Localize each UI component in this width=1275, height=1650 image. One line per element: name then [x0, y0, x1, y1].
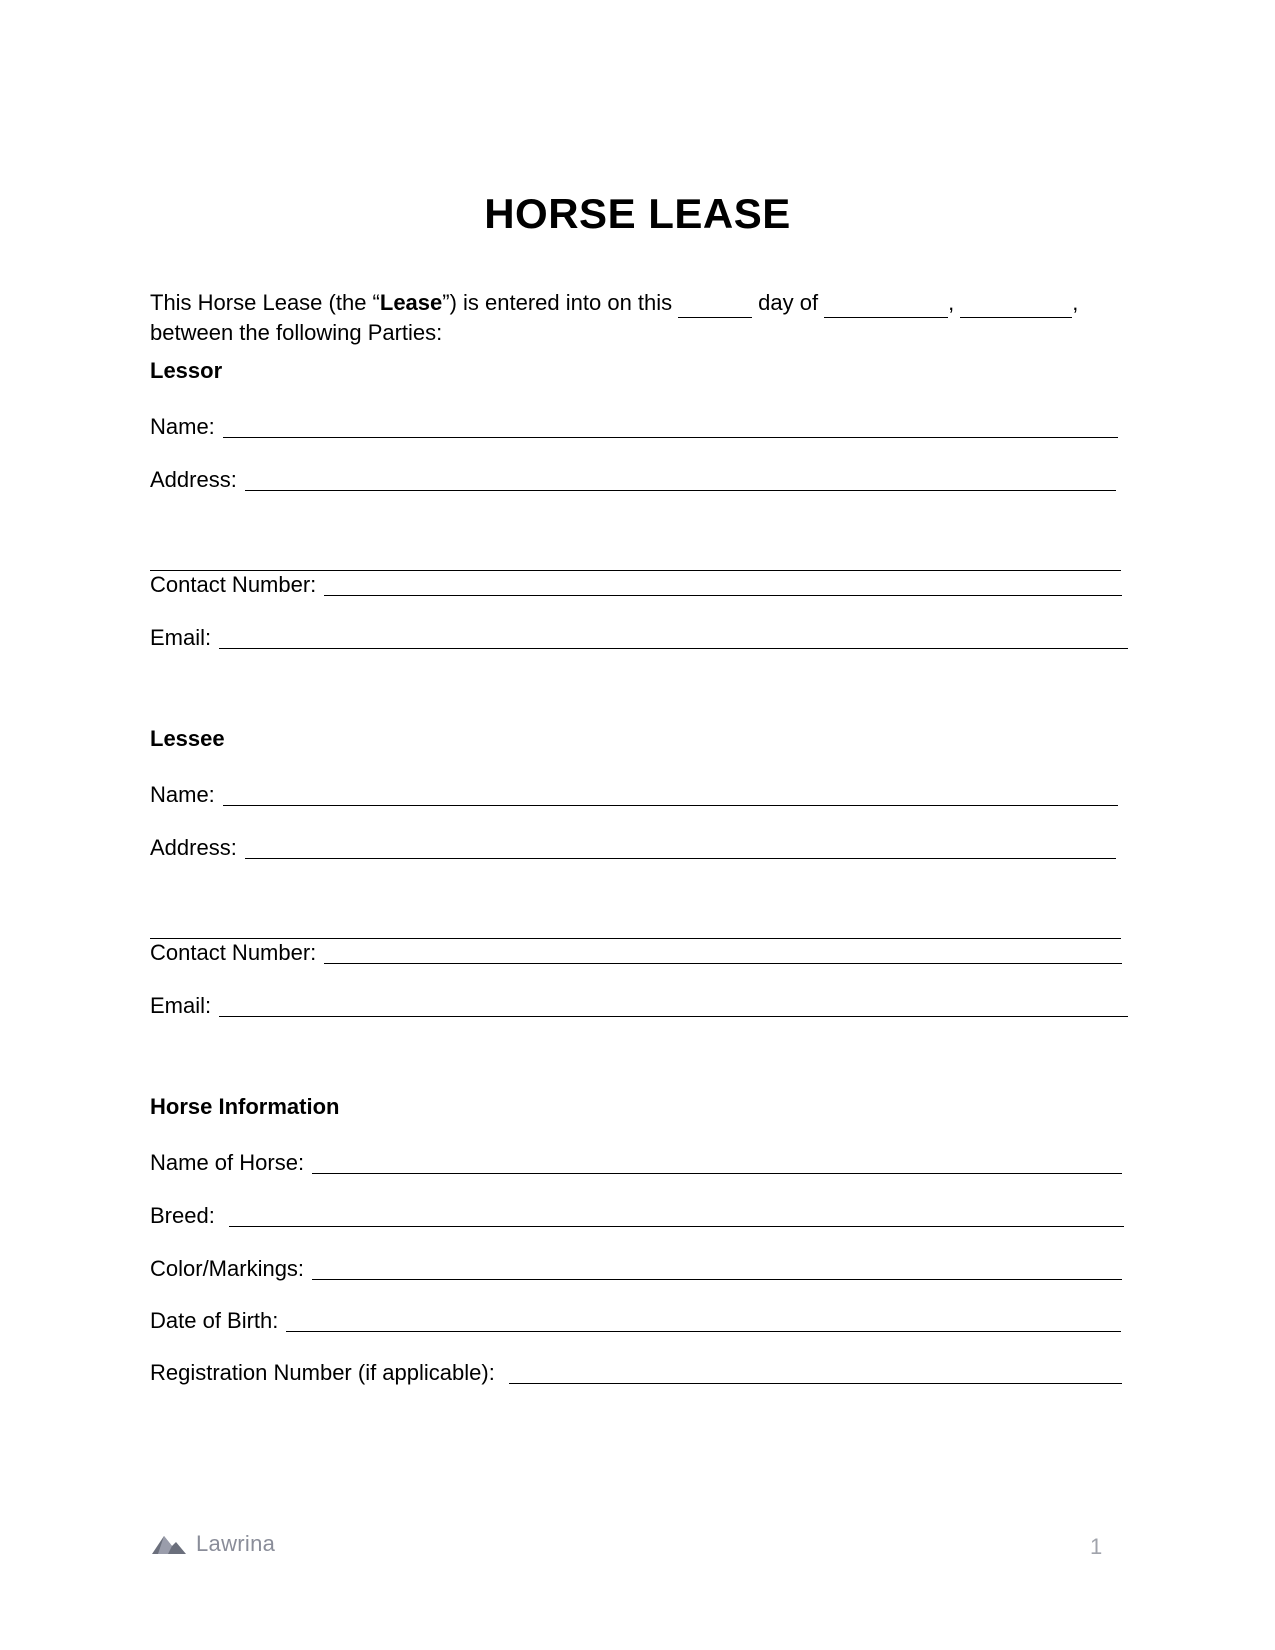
lessee-contact-field[interactable]	[150, 936, 1122, 966]
lessee-address-field[interactable]	[150, 831, 1116, 861]
intro-line-2: between the following Parties:	[150, 320, 443, 345]
lessor-address-field[interactable]	[150, 463, 1116, 493]
intro-paragraph	[150, 288, 1120, 348]
registration-number-line[interactable]	[509, 1383, 1122, 1384]
lessee-contact-label: Contact Number:	[150, 940, 317, 965]
lessor-name-field[interactable]	[150, 410, 1118, 440]
year-blank[interactable]	[960, 295, 1072, 318]
lessee-address-line[interactable]	[245, 858, 1116, 859]
lessor-contact-label: Contact Number:	[150, 572, 317, 597]
lessor-email-line[interactable]	[219, 648, 1128, 649]
lessee-heading: Lessee	[150, 726, 225, 751]
registration-number-label: Registration Number (if applicable):	[150, 1360, 495, 1385]
lessor-name-line[interactable]	[223, 437, 1118, 438]
lessee-email-field[interactable]	[150, 989, 1128, 1019]
date-of-birth-field[interactable]	[150, 1304, 1121, 1334]
lessee-name-line[interactable]	[223, 805, 1118, 806]
color-markings-field[interactable]	[150, 1252, 1122, 1282]
lessor-address-label: Address:	[150, 467, 237, 492]
horse-name-field[interactable]	[150, 1146, 1122, 1176]
date-of-birth-label: Date of Birth:	[150, 1308, 279, 1333]
lessee-name-field[interactable]	[150, 778, 1118, 808]
lessee-contact-line[interactable]	[324, 963, 1122, 964]
month-blank[interactable]	[824, 295, 948, 318]
mountain-logo-icon	[152, 1532, 188, 1556]
horse-info-heading: Horse Information	[150, 1094, 340, 1119]
footer-brand: Lawrina	[196, 1531, 276, 1556]
lessor-contact-field[interactable]	[150, 568, 1122, 598]
footer-logo	[152, 1530, 275, 1558]
breed-label: Breed:	[150, 1203, 215, 1228]
intro-text-2: ”) is entered into on this	[442, 290, 673, 315]
horse-name-line[interactable]	[312, 1173, 1122, 1174]
color-markings-line[interactable]	[312, 1279, 1122, 1280]
lessor-email-field[interactable]	[150, 621, 1128, 651]
breed-line[interactable]	[229, 1226, 1124, 1227]
intro-lease-term: Lease	[379, 290, 443, 315]
date-of-birth-line[interactable]	[286, 1331, 1121, 1332]
horse-name-label: Name of Horse:	[150, 1150, 305, 1175]
lessor-name-label: Name:	[150, 414, 215, 439]
day-blank[interactable]	[678, 295, 752, 318]
lessee-email-label: Email:	[150, 993, 212, 1018]
document-title: HORSE LEASE	[484, 190, 791, 237]
registration-number-field[interactable]	[150, 1356, 1122, 1386]
lessor-address-line[interactable]	[245, 490, 1116, 491]
intro-text-1: This Horse Lease (the “	[150, 290, 380, 315]
lessor-heading: Lessor	[150, 358, 223, 383]
page-number: 1	[1090, 1534, 1103, 1559]
lessor-contact-line[interactable]	[324, 595, 1122, 596]
intro-text-3: day of	[758, 290, 819, 315]
lessee-address-label: Address:	[150, 835, 237, 860]
intro-comma-2: ,	[1072, 290, 1079, 315]
intro-comma-1: ,	[948, 290, 955, 315]
breed-field[interactable]	[150, 1199, 1124, 1229]
lessor-email-label: Email:	[150, 625, 212, 650]
color-markings-label: Color/Markings:	[150, 1256, 305, 1281]
lessee-name-label: Name:	[150, 782, 215, 807]
lessee-email-line[interactable]	[219, 1016, 1128, 1017]
